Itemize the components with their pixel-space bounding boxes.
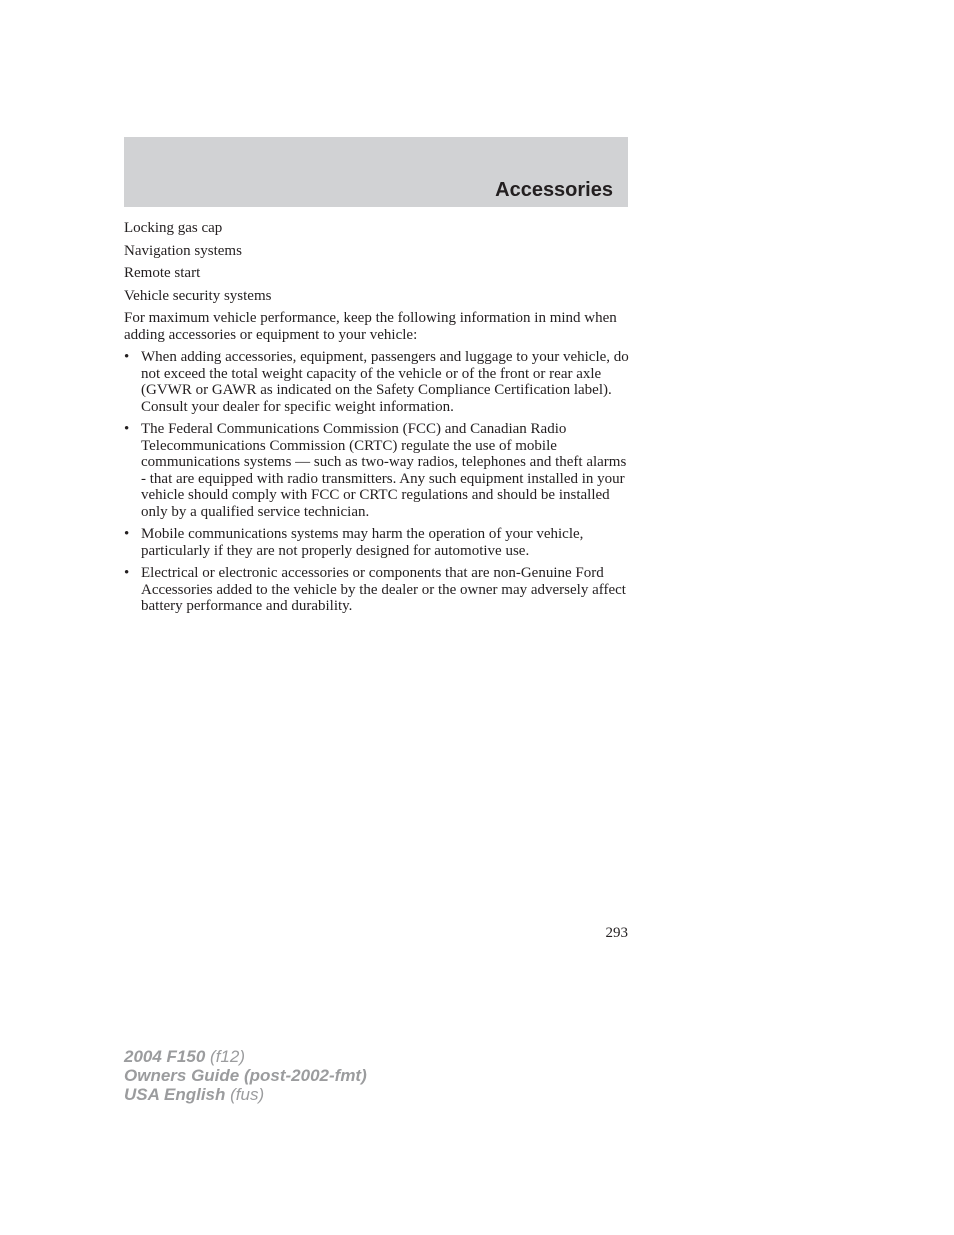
bullet-item (124, 565, 630, 615)
section-title: Accessories (495, 179, 613, 201)
footer-model-code: (f12) (210, 1047, 245, 1066)
bullet-text: Electrical or electronic accessories or components that are non-Genuine Ford Accessories added to the vehicle by the dealer or the owner may adversely affect battery performance and durability. (141, 565, 626, 614)
bullet-item (124, 526, 630, 559)
bullet-text: Mobile communications systems may harm the operation of your vehicle, particularly if they are not properly designed for automotive use. (141, 526, 584, 559)
accessory-item: Vehicle security systems (124, 287, 272, 304)
document-footer (124, 1047, 367, 1104)
section-header-band (124, 137, 628, 207)
bullet-text: When adding accessories, equipment, passengers and luggage to your vehicle, do not exceed the total weight capacity of the vehicle or of the front or rear axle (GVWR or GAWR as indicated on the Safety Compliance Certification label). Consult your dealer for specific weight information. (141, 349, 629, 415)
bullet-dot: • (124, 526, 130, 542)
bullet-item (124, 421, 630, 520)
bullet-text: The Federal Communications Commission (FCC) and Canadian Radio Telecommunications Commission (CRTC) regulate the use of mobile communications systems — such as two-way radios, telephones and theft alarms - that are equipped with radio transmitters. Any such equipment installed in your vehicle should comply with FCC or CRTC regulations and should be installed only by a qualified service technician. (141, 421, 627, 520)
accessory-item: Locking gas cap (124, 220, 223, 236)
page-content (124, 220, 630, 621)
bullet-dot: • (124, 565, 130, 581)
accessory-item: Navigation systems (124, 242, 242, 259)
bullet-dot: • (124, 421, 130, 437)
bullet-dot: • (124, 349, 130, 365)
footer-line-language (124, 1085, 367, 1104)
footer-guide: Owners Guide (post-2002-fmt) (124, 1066, 367, 1085)
footer-line-model (124, 1047, 367, 1066)
footer-language: USA English (124, 1085, 226, 1104)
bullet-item (124, 349, 630, 415)
footer-model: 2004 F150 (124, 1047, 206, 1066)
intro-paragraph: For maximum vehicle performance, keep the following information in mind when adding accessories or equipment to your vehicle: (124, 310, 617, 343)
footer-language-code: (fus) (230, 1085, 265, 1104)
accessory-item: Remote start (124, 265, 201, 281)
page-number: 293 (605, 925, 628, 941)
bullet-list (124, 349, 630, 615)
footer-line-guide (124, 1066, 367, 1085)
